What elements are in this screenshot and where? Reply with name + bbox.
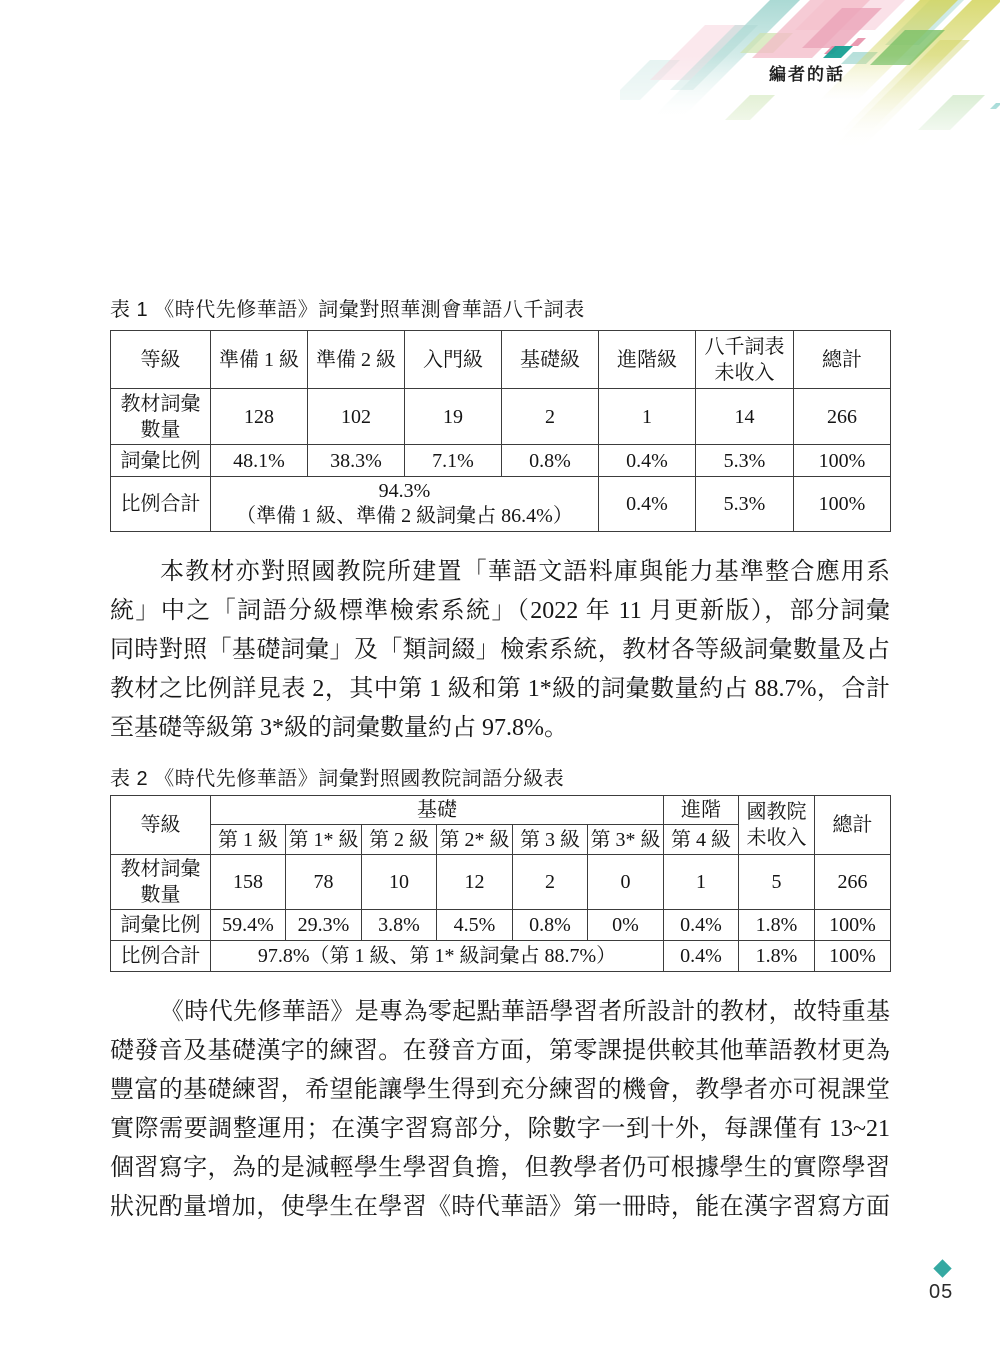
table2 xyxy=(110,795,890,972)
table2-subheader-cell: 第 2 級 xyxy=(362,825,437,855)
table1-cell: 48.1% xyxy=(211,445,308,477)
table2-row-vocab-count xyxy=(111,855,891,910)
table1-merged-top: 94.3% xyxy=(378,480,431,502)
table1-header-cell: 基礎級 xyxy=(502,331,599,389)
table1-cell: 5.3% xyxy=(696,445,794,477)
table1-caption: 表 1 《時代先修華語》詞彙對照華測會華語八千詞表 xyxy=(110,299,585,321)
table2-header-cell: 等級 xyxy=(111,796,211,855)
table1-header-cell: 入門級 xyxy=(405,331,502,389)
table2-subheader-cell: 第 3 級 xyxy=(513,825,588,855)
paragraph-line: 本教材亦對照國教院所建置「華語文語料庫與能力基準整合應用系 xyxy=(160,559,890,585)
table1-header-cell: 進階級 xyxy=(599,331,696,389)
table1-merged-cell xyxy=(211,477,599,532)
paragraph-1 xyxy=(110,553,890,748)
table1-cell: 0.4% xyxy=(599,477,696,532)
table2-cell: 1.8% xyxy=(739,941,815,972)
table2-header-cell-uncollected: 國教院未收入 xyxy=(739,796,815,855)
table1-cell: 100% xyxy=(794,477,891,532)
paragraph-line: 豐富的基礎練習，希望能讓學生得到充分練習的機會，教學者亦可視課堂 xyxy=(110,1077,890,1103)
table2-cell: 158 xyxy=(211,855,286,910)
table2-header-row-top xyxy=(111,796,891,825)
table1-row-vocab-count xyxy=(111,389,891,445)
table1-cell: 266 xyxy=(794,389,891,445)
table1-cell: 7.1% xyxy=(405,445,502,477)
table2-cell: 100% xyxy=(815,941,891,972)
table1-header-cell: 等級 xyxy=(111,331,211,389)
table2-cell: 0 xyxy=(588,855,664,910)
table1-cell: 19 xyxy=(405,389,502,445)
table2-merged-cell: 97.8%（第 1 級、第 1* 級詞彙占 88.7%） xyxy=(211,941,664,972)
table2-cell: 0% xyxy=(588,910,664,941)
table2-row-label: 教材詞彙數量 xyxy=(111,855,211,910)
table2-cell: 100% xyxy=(815,910,891,941)
table1-header-cell: 八千詞表未收入 xyxy=(696,331,794,389)
table2-cell: 0.4% xyxy=(664,910,739,941)
page-accent-diamond-icon xyxy=(933,1259,951,1277)
table2-row-vocab-ratio xyxy=(111,910,891,941)
table2-subheader-cell: 第 2* 級 xyxy=(437,825,513,855)
paragraph-line: 至基礎等級第 3*級的詞彙數量約占 97.8%。 xyxy=(110,715,568,741)
table1 xyxy=(110,330,890,532)
table1-cell: 2 xyxy=(502,389,599,445)
table1-cell: 0.8% xyxy=(502,445,599,477)
table1-row-label: 教材詞彙數量 xyxy=(111,389,211,445)
table2-cell: 3.8% xyxy=(362,910,437,941)
table2-subheader-cell: 第 1 級 xyxy=(211,825,286,855)
paragraph-2 xyxy=(110,993,890,1227)
table1-cell: 128 xyxy=(211,389,308,445)
table1-cell: 14 xyxy=(696,389,794,445)
page-number: 05 xyxy=(929,1281,954,1303)
table1-cell: 102 xyxy=(308,389,405,445)
table2-cell: 12 xyxy=(437,855,513,910)
table2-row-ratio-total xyxy=(111,941,891,972)
table2-subheader-cell: 第 3* 級 xyxy=(588,825,664,855)
table2-cell: 4.5% xyxy=(437,910,513,941)
table2-subheader-cell: 第 4 級 xyxy=(664,825,739,855)
paragraph-line: 狀況酌量增加，使學生在學習《時代華語》第一冊時，能在漢字習寫方面 xyxy=(110,1194,890,1220)
table2-subheader-cell: 第 1* 級 xyxy=(286,825,362,855)
table1-row-ratio-total xyxy=(111,477,891,532)
table2-cell: 5 xyxy=(739,855,815,910)
table2-row-label: 詞彙比例 xyxy=(111,910,211,941)
table2-cell: 78 xyxy=(286,855,362,910)
paragraph-line: 礎發音及基礎漢字的練習。在發音方面，第零課提供較其他華語教材更為 xyxy=(110,1038,890,1064)
table2-header-cell-advanced: 進階 xyxy=(664,796,739,825)
table1-cell: 5.3% xyxy=(696,477,794,532)
table1-header-cell: 準備 2 級 xyxy=(308,331,405,389)
table1-merged-bottom: （準備 1 級、準備 2 級詞彙占 86.4%） xyxy=(236,505,573,527)
table2-cell: 2 xyxy=(513,855,588,910)
table1-cell: 1 xyxy=(599,389,696,445)
table1-row-label: 比例合計 xyxy=(111,477,211,532)
paragraph-line: 統」中之「詞語分級標準檢索系統」（2022 年 11 月更新版），部分詞彙 xyxy=(110,598,890,624)
page-header-title: 編者的話 xyxy=(769,65,845,84)
table2-row-label: 比例合計 xyxy=(111,941,211,972)
table2-cell: 10 xyxy=(362,855,437,910)
paragraph-line: 《時代先修華語》是專為零起點華語學習者所設計的教材，故特重基 xyxy=(160,999,890,1025)
table2-cell: 1 xyxy=(664,855,739,910)
table1-row-label: 詞彙比例 xyxy=(111,445,211,477)
table2-header-cell-total: 總計 xyxy=(815,796,891,855)
table1-cell: 38.3% xyxy=(308,445,405,477)
paragraph-line: 實際需要調整運用；在漢字習寫部分，除數字一到十外，每課僅有 13~21 xyxy=(110,1116,890,1142)
table1-header-cell: 總計 xyxy=(794,331,891,389)
table2-cell: 0.8% xyxy=(513,910,588,941)
table1-row-vocab-ratio xyxy=(111,445,891,477)
paragraph-line: 教材之比例詳見表 2，其中第 1 級和第 1*級的詞彙數量約占 88.7%，合計 xyxy=(110,676,890,702)
paragraph-line: 同時對照「基礎詞彙」及「類詞綴」檢索系統，教材各等級詞彙數量及占 xyxy=(110,637,890,663)
table1-cell: 0.4% xyxy=(599,445,696,477)
table1-header-row xyxy=(111,331,891,389)
table1-header-cell: 準備 1 級 xyxy=(211,331,308,389)
table2-cell: 1.8% xyxy=(739,910,815,941)
table2-cell: 59.4% xyxy=(211,910,286,941)
table2-cell: 0.4% xyxy=(664,941,739,972)
paragraph-line: 個習寫字，為的是減輕學生學習負擔，但教學者仍可根據學生的實際學習 xyxy=(110,1155,890,1181)
table2-caption: 表 2 《時代先修華語》詞彙對照國教院詞語分級表 xyxy=(110,768,565,790)
table2-cell: 266 xyxy=(815,855,891,910)
table2-cell: 29.3% xyxy=(286,910,362,941)
table1-cell: 100% xyxy=(794,445,891,477)
table2-header-cell-base: 基礎 xyxy=(211,796,664,825)
